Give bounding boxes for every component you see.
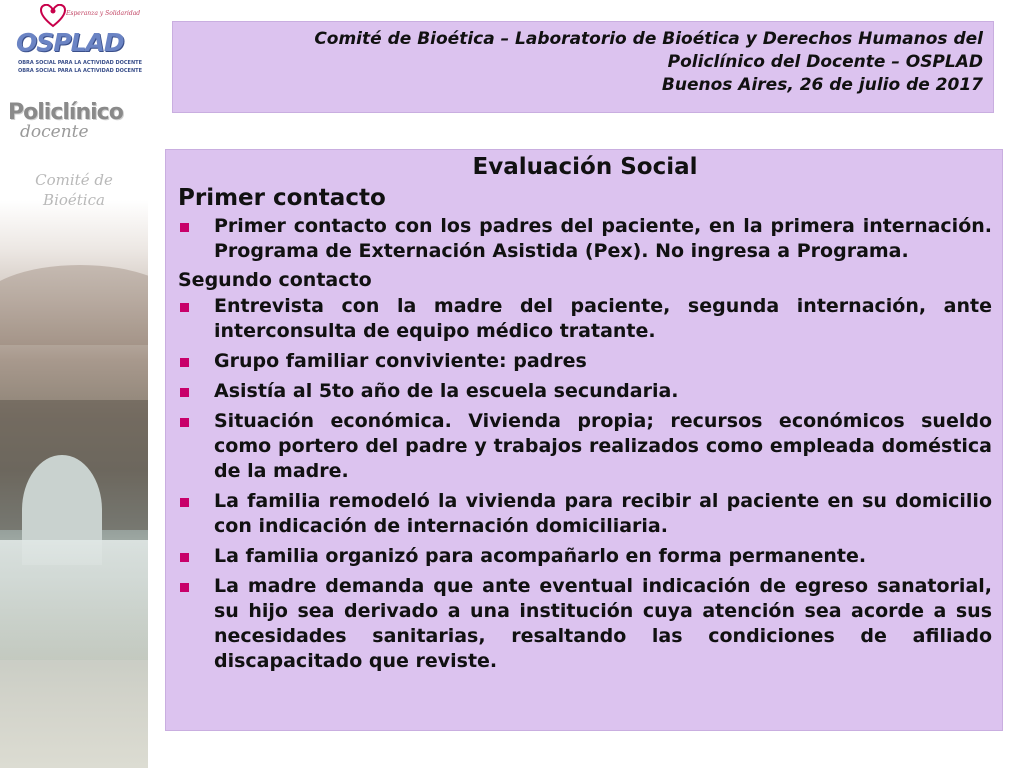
policlinico-title: Policlínico [8,100,123,125]
osplad-subtitle-1: OBRA SOCIAL PARA LA ACTIVIDAD DOCENTE [18,60,142,66]
list-item [178,489,992,539]
header-line-3: Buenos Aires, 26 de julio de 2017 [661,75,983,95]
list-item-text: La familia remodeló la vivienda para recibir al paciente en su domicilio con indicación de internación domiciliaria. [214,490,992,537]
policlinico-logo [8,100,143,145]
list-item-text: Asistía al 5to año de la escuela secundaria. [214,380,679,402]
policlinico-subtitle: docente [20,122,89,142]
sidebar [0,0,148,768]
list-item-text: Situación económica. Vivienda propia; recursos económicos sueldo como portero del padre y trabajos realizados como empleada doméstica de la madre. [214,410,992,482]
list-item [178,574,992,674]
bullet-icon [180,418,189,427]
bullet-icon [180,223,189,232]
header-line-2: Policlínico del Docente – OSPLAD [667,52,983,72]
list-item-text: Grupo familiar conviviente: padres [214,350,587,372]
list-item-text: Entrevista con la madre del paciente, segunda internación, ante interconsulta de equipo médico tratante. [214,295,992,342]
osplad-tagline: Esperanza y Solidaridad [66,10,141,17]
bullet-icon [180,388,189,397]
osplad-logo [12,4,142,76]
list-item [178,214,992,264]
osplad-brand: OSPLAD [16,28,124,57]
list-item-text: Primer contacto con los padres del paciente, en la primera internación. Programa de Externación Asistida (Pex). No ingresa a Programa. [214,215,992,262]
header-line-1: Comité de Bioética – Laboratorio de Bioética y Derechos Humanos del [314,29,983,49]
list-item [178,349,992,374]
background-hill [0,265,148,345]
list-item [178,294,992,344]
list-item-text: La madre demanda que ante eventual indicación de egreso sanatorial, su hijo sea derivado a una institución cuya atención sea acorde a sus necesidades sanitarias, resaltando las condiciones de afiliado discapacitado que reviste. [214,575,992,672]
bullet-icon [180,498,189,507]
comite-label-line1: Comité de [35,171,113,189]
bullet-icon [180,303,189,312]
content-box [165,149,1003,731]
comite-label-line2: Bioética [43,191,105,209]
list-item [178,379,992,404]
section-title-primer-contacto: Primer contacto [178,185,386,211]
osplad-subtitle-2: OBRA SOCIAL PARA LA ACTIVIDAD DOCENTE [18,68,142,74]
list-item [178,544,992,569]
list-item-text: La familia organizó para acompañarlo en forma permanente. [214,545,867,567]
comite-label [10,170,138,210]
segundo-contacto-list [178,294,992,674]
header-box [172,21,994,113]
primer-contacto-list [178,214,992,264]
bullet-icon [180,553,189,562]
section-title-segundo-contacto: Segundo contacto [178,269,372,291]
list-item [178,409,992,484]
slide-title: Evaluación Social [472,154,698,180]
heart-icon [40,4,66,28]
background-water [0,540,148,660]
bullet-icon [180,583,189,592]
bullet-icon [180,358,189,367]
